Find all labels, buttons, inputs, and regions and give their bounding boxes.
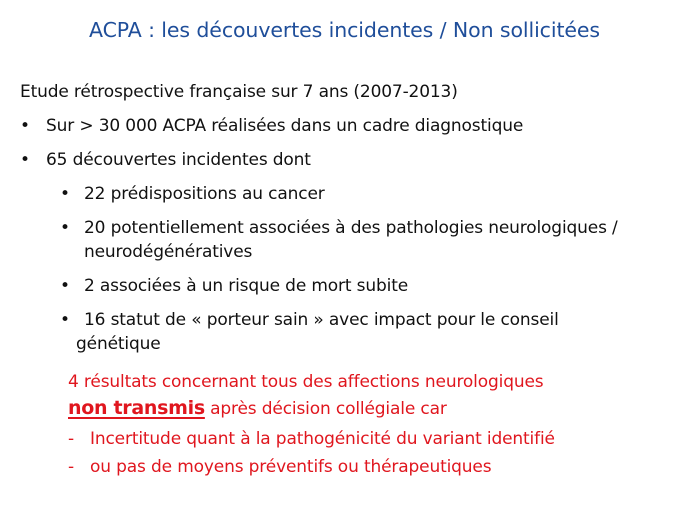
dash-item-uncertainty: Incertitude quant à la pathogénicité du variant identifié: [90, 429, 555, 449]
sub-bullet-carrier: 16 statut de « porteur sain » avec impact pour le conseil: [84, 310, 559, 330]
bullet-text-incidental-findings: 65 découvertes incidentes dont: [46, 150, 311, 170]
bullet-icon: •: [20, 150, 31, 170]
sub-bullet-icon: •: [60, 310, 71, 330]
sub-bullet-sudden-death: 2 associées à un risque de mort subite: [84, 276, 409, 296]
sub-bullet-carrier-continuation: génétique: [76, 334, 161, 354]
dash-marker: -: [68, 429, 75, 449]
conclusion-line-2-rest: après décision collégiale car: [204, 399, 447, 419]
non-transmis-emphasis: non transmis: [68, 397, 205, 419]
bullet-text-acpa-count: Sur > 30 000 ACPA réalisées dans un cadre diagnostique: [46, 116, 524, 136]
sub-bullet-icon: •: [60, 184, 71, 204]
sub-bullet-icon: •: [60, 218, 71, 238]
slide-title: ACPA : les découvertes incidentes / Non sollicitées: [89, 18, 600, 42]
conclusion-line-2: [68, 397, 447, 419]
intro-line: Etude rétrospective française sur 7 ans (2007-2013): [20, 82, 458, 102]
conclusion-line-1: 4 résultats concernant tous des affections neurologiques: [68, 372, 544, 392]
sub-bullet-neuro: 20 potentiellement associées à des pathologies neurologiques /: [84, 218, 618, 238]
sub-bullet-icon: •: [60, 276, 71, 296]
bullet-icon: •: [20, 116, 31, 136]
dash-marker: -: [68, 457, 75, 477]
sub-bullet-neuro-continuation: neurodégénératives: [84, 242, 253, 262]
sub-bullet-cancer: 22 prédispositions au cancer: [84, 184, 325, 204]
dash-item-no-prevention: ou pas de moyens préventifs ou thérapeutiques: [90, 457, 492, 477]
